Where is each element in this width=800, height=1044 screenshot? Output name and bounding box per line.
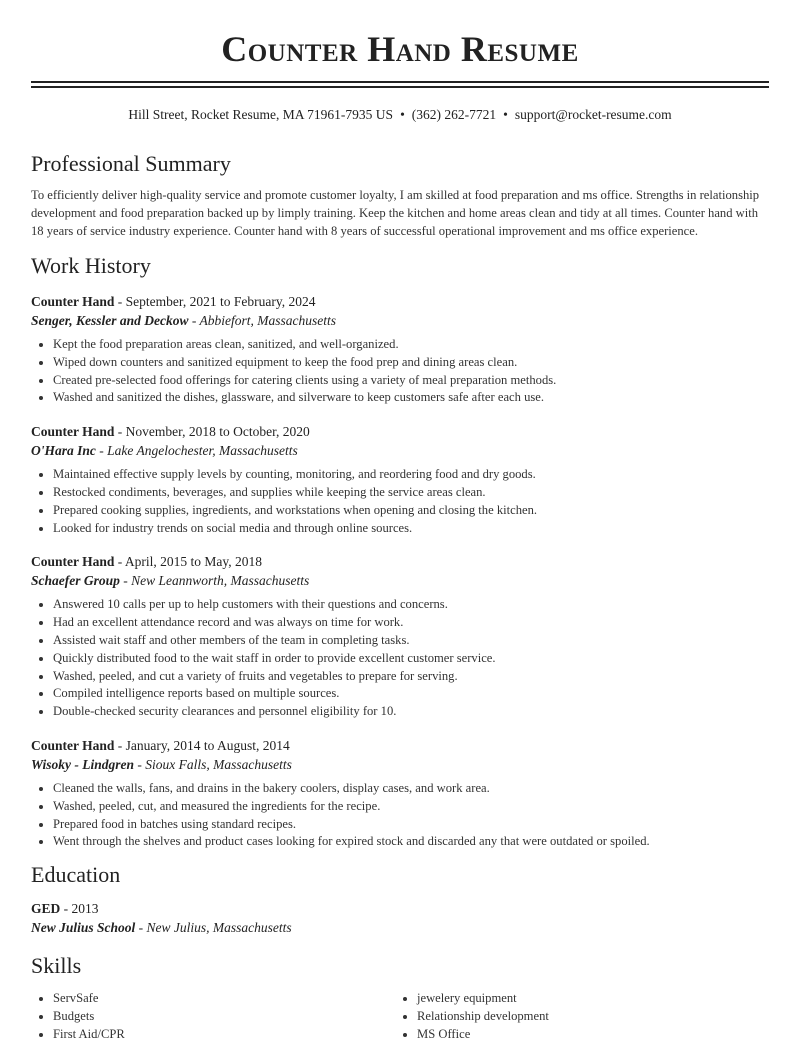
job-title-line (31, 292, 769, 311)
employer-line (31, 441, 769, 461)
work-history-heading: Work History (31, 253, 151, 278)
employer-name: Schaefer Group (31, 573, 120, 589)
job-entry (31, 736, 769, 851)
job-entry (31, 552, 769, 721)
skills-grid (31, 990, 769, 1043)
skills-column-right (395, 990, 759, 1043)
contact-separator: • (400, 107, 405, 122)
job-entry (31, 422, 769, 537)
employer-name: O'Hara Inc (31, 443, 96, 459)
job-duty: • Had an excellent attendance record and was always on time for work. (53, 614, 769, 632)
contact-line (31, 106, 769, 124)
job-duty: • Created pre-selected food offerings for catering clients using a variety of meal preparation methods. (53, 372, 769, 390)
contact-email[interactable]: support@rocket-resume.com (514, 107, 672, 122)
education-heading: Education (31, 862, 121, 888)
contact-separator: • (503, 107, 508, 122)
summary-text: To efficiently deliver high-quality service and promote customer loyalty, I am skilled at food preparation and ms office. Strengths in relationship development and food preparation backed up by limply training. Keep the kitchen and home areas clean and tidy at all times. Counter hand with 18 years of service industry experience. Counter hand with 8 years of successful operational improvement and ms office experience. (31, 188, 760, 238)
job-duty: • Wiped down counters and sanitized equipment to keep the food prep and dining areas clean. (53, 354, 769, 372)
degree: GED (31, 901, 61, 917)
job-duty: • Prepared food in batches using standard recipes. (53, 816, 769, 834)
skills-list (31, 990, 395, 1043)
job-duty: • Quickly distributed food to the wait staff in order to provide excellent customer service. (53, 650, 769, 668)
job-dates: - April, 2015 to May, 2018 (114, 554, 263, 570)
skill-item: • First Aid/CPR (53, 1026, 395, 1044)
job-duties (31, 336, 769, 407)
employer-line (31, 755, 769, 775)
school-line (31, 918, 769, 938)
job-title-line (31, 736, 769, 755)
employer-location: - Lake Angelochester, Massachusetts (95, 443, 298, 459)
job-duties (31, 466, 769, 537)
skill-item: • ServSafe (53, 990, 395, 1008)
job-duties (31, 780, 769, 851)
employer-location: - Sioux Falls, Massachusetts (134, 756, 292, 772)
job-title: Counter Hand (31, 554, 115, 570)
degree-year: - 2013 (60, 901, 99, 917)
job-dates: - January, 2014 to August, 2014 (114, 737, 290, 753)
skills-list (395, 990, 759, 1043)
employer-name: Wisoky - Lindgren (31, 756, 135, 772)
employer-location: - New Leannworth, Massachusetts (119, 573, 310, 589)
school-location: - New Julius, Massachusetts (135, 920, 292, 936)
job-duty: • Answered 10 calls per up to help customers with their questions and concerns. (53, 596, 769, 614)
education-entry (31, 899, 769, 938)
header-divider-thick (31, 81, 769, 83)
job-duty: • Went through the shelves and product cases looking for expired stock and discarded any that were outdated or spoiled. (53, 833, 769, 851)
skills-heading: Skills (31, 953, 82, 979)
job-duty: • Washed and sanitized the dishes, glassware, and silverware to keep customers safe after each use. (53, 389, 769, 407)
skill-item: • Budgets (53, 1008, 395, 1026)
job-entry (31, 292, 769, 407)
job-duty: • Washed, peeled, cut, and measured the ingredients for the recipe. (53, 798, 769, 816)
job-title-line (31, 422, 769, 441)
school-name: New Julius School (31, 920, 136, 936)
employer-line (31, 311, 769, 331)
job-duty: • Cleaned the walls, fans, and drains in the bakery coolers, display cases, and work area. (53, 780, 769, 798)
degree-line (31, 899, 769, 918)
job-duty: • Compiled intelligence reports based on multiple sources. (53, 685, 769, 703)
job-duty: • Prepared cooking supplies, ingredients, and workstations when opening and closing the kitchen. (53, 502, 769, 520)
header-divider-thin (31, 86, 769, 88)
employer-name: Senger, Kessler and Deckow (31, 313, 189, 328)
skill-item: • MS Office (417, 1026, 759, 1044)
skill-item: • jewelery equipment (417, 990, 759, 1008)
job-title: Counter Hand (31, 294, 115, 309)
job-title: Counter Hand (31, 737, 115, 753)
job-duty: • Looked for industry trends on social media and through online sources. (53, 520, 769, 538)
job-dates: - November, 2018 to October, 2020 (114, 424, 310, 440)
skill-item: • Relationship development (417, 1008, 759, 1026)
job-duty: • Washed, peeled, and cut a variety of fruits and vegetables to prepare for serving. (53, 668, 769, 686)
resume-title: Counter Hand Resume (221, 29, 579, 69)
job-duty: • Restocked condiments, beverages, and supplies while keeping the service areas clean. (53, 484, 769, 502)
job-duty: • Assisted wait staff and other members of the team in completing tasks. (53, 632, 769, 650)
job-dates: - September, 2021 to February, 2024 (114, 294, 316, 309)
job-title: Counter Hand (31, 424, 115, 440)
skills-column-left (31, 990, 395, 1043)
contact-phone: (362) 262-7721 (411, 107, 497, 122)
job-duty: • Double-checked security clearances and personnel eligibility for 10. (53, 703, 769, 721)
employer-line (31, 571, 769, 591)
job-title-line (31, 552, 769, 571)
job-duties (31, 596, 769, 721)
job-duty: • Kept the food preparation areas clean, sanitized, and well-organized. (53, 336, 769, 354)
contact-address: Hill Street, Rocket Resume, MA 71961-7935 US (128, 107, 394, 122)
employer-location: - Abbiefort, Massachusetts (188, 313, 337, 328)
summary-heading: Professional Summary (31, 151, 231, 176)
job-duty: • Maintained effective supply levels by counting, monitoring, and reordering food and dry goods. (53, 466, 769, 484)
